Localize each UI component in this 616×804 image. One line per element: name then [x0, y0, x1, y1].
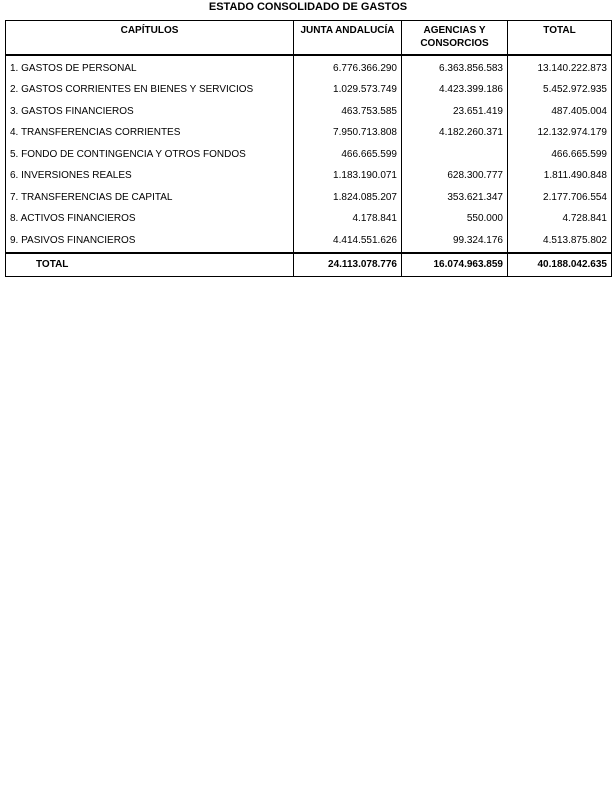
table-row	[6, 101, 612, 123]
row-label: 1. GASTOS DE PERSONAL	[6, 55, 294, 80]
row-total-value: 487.405.004	[508, 101, 612, 123]
row-junta-value: 463.753.585	[294, 101, 402, 123]
row-agencias-value: 6.363.856.583	[402, 55, 508, 80]
page-title: ESTADO CONSOLIDADO DE GASTOS	[208, 1, 408, 13]
header-agencias-consorcios	[402, 21, 508, 56]
row-total-value: 12.132.974.179	[508, 123, 612, 145]
table-row	[6, 166, 612, 188]
row-agencias-value: 23.651.419	[402, 101, 508, 123]
row-label: 7. TRANSFERENCIAS DE CAPITAL	[6, 187, 294, 209]
row-junta-value: 1.029.573.749	[294, 80, 402, 102]
expenses-table	[5, 20, 612, 277]
row-total-value: 13.140.222.873	[508, 55, 612, 80]
row-total-value: 4.513.875.802	[508, 230, 612, 253]
row-junta-value: 4.414.551.626	[294, 230, 402, 253]
table-row	[6, 209, 612, 231]
row-junta-value: 466.665.599	[294, 144, 402, 166]
header-capitulos: CAPÍTULOS	[6, 21, 294, 56]
table-row	[6, 123, 612, 145]
row-agencias-value: 4.182.260.371	[402, 123, 508, 145]
row-agencias-value	[402, 144, 508, 166]
row-label: 4. TRANSFERENCIAS CORRIENTES	[6, 123, 294, 145]
row-junta-value: 4.178.841	[294, 209, 402, 231]
row-total-value: 2.177.706.554	[508, 187, 612, 209]
total-junta-value: 24.113.078.776	[294, 253, 402, 277]
row-total-value: 466.665.599	[508, 144, 612, 166]
table-header-row	[6, 21, 612, 56]
row-label: 2. GASTOS CORRIENTES EN BIENES Y SERVICIOS	[6, 80, 294, 102]
row-agencias-value: 4.423.399.186	[402, 80, 508, 102]
row-agencias-value: 550.000	[402, 209, 508, 231]
row-label: 9. PASIVOS FINANCIEROS	[6, 230, 294, 253]
row-agencias-value: 99.324.176	[402, 230, 508, 253]
table-row	[6, 144, 612, 166]
row-label: 6. INVERSIONES REALES	[6, 166, 294, 188]
header-agencias-line2: CONSORCIOS	[420, 38, 489, 49]
row-total-value: 1.811.490.848	[508, 166, 612, 188]
header-junta-andalucia: JUNTA ANDALUCÍA	[294, 21, 402, 56]
total-row	[6, 253, 612, 277]
table-row	[6, 55, 612, 80]
header-total: TOTAL	[508, 21, 612, 56]
header-agencias-line1: AGENCIAS Y	[423, 25, 486, 36]
row-junta-value: 7.950.713.808	[294, 123, 402, 145]
table-row	[6, 230, 612, 253]
row-total-value: 5.452.972.935	[508, 80, 612, 102]
row-junta-value: 6.776.366.290	[294, 55, 402, 80]
row-label: 8. ACTIVOS FINANCIEROS	[6, 209, 294, 231]
table-row	[6, 187, 612, 209]
row-junta-value: 1.824.085.207	[294, 187, 402, 209]
table-row	[6, 80, 612, 102]
total-agencias-value: 16.074.963.859	[402, 253, 508, 277]
grand-total-value: 40.188.042.635	[508, 253, 612, 277]
row-label: 3. GASTOS FINANCIEROS	[6, 101, 294, 123]
total-label: TOTAL	[6, 253, 294, 277]
row-total-value: 4.728.841	[508, 209, 612, 231]
row-agencias-value: 353.621.347	[402, 187, 508, 209]
row-junta-value: 1.183.190.071	[294, 166, 402, 188]
row-label: 5. FONDO DE CONTINGENCIA Y OTROS FONDOS	[6, 144, 294, 166]
row-agencias-value: 628.300.777	[402, 166, 508, 188]
